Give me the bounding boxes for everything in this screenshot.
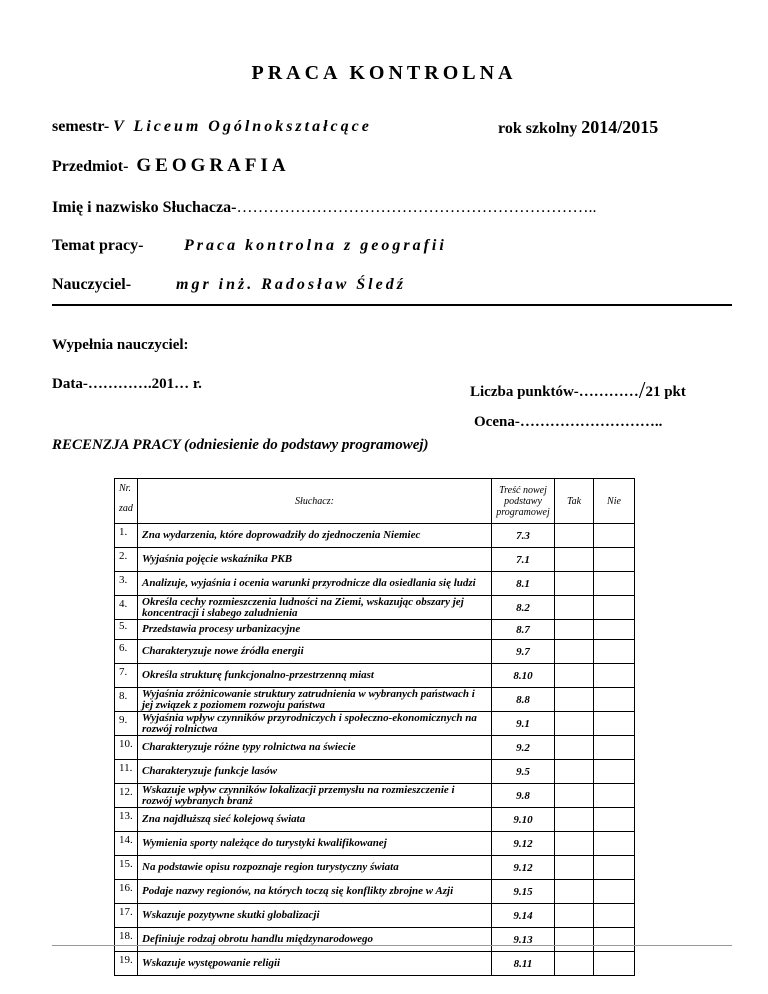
table-row <box>115 640 635 664</box>
row-desc: Wyjaśnia pojęcie wskaźnika PKB <box>138 548 492 572</box>
row-desc: Wskazuje wpływ czynników lokalizacji przemysłu na rozmieszczenie i rozwój wybranych branż <box>138 784 492 808</box>
row-desc: Podaje nazwy regionów, na których toczą się konflikty zbrojne w Azji <box>138 880 492 904</box>
row-code: 8.2 <box>492 596 555 620</box>
row-no-cell[interactable] <box>594 620 635 640</box>
row-desc: Wymienia sporty należące do turystyki kwalifikowanej <box>138 832 492 856</box>
row-nr: 7. <box>119 665 128 678</box>
table-row <box>115 952 635 976</box>
row-code: 9.14 <box>492 904 555 928</box>
row-no-cell[interactable] <box>594 524 635 548</box>
row-nr: 16. <box>119 881 133 894</box>
row-nr: 11. <box>119 761 133 774</box>
row-code: 9.15 <box>492 880 555 904</box>
date-field[interactable]: Data-………….201… r. <box>52 376 202 392</box>
row-yes-cell[interactable] <box>555 688 594 712</box>
footer-divider <box>52 945 732 946</box>
header-nr-label: Nr. <box>119 483 131 494</box>
semester-line <box>52 118 372 136</box>
row-desc: Wyjaśnia zróżnicowanie struktury zatrudnienia w wybranych państwach i jej związek z poziomem rozwoju państwa <box>138 688 492 712</box>
row-nr: 8. <box>119 689 128 702</box>
row-code: 9.1 <box>492 712 555 736</box>
row-desc: Na podstawie opisu rozpoznaje region turystyczny świata <box>138 856 492 880</box>
row-desc: Zna najdłuższą sieć kolejową świata <box>138 808 492 832</box>
table-row <box>115 548 635 572</box>
student-line <box>52 199 596 217</box>
topic-value: Praca kontrolna z geografii <box>184 237 447 254</box>
table-row <box>115 688 635 712</box>
row-no-cell[interactable] <box>594 856 635 880</box>
row-no-cell[interactable] <box>594 832 635 856</box>
row-nr: 2. <box>119 549 128 562</box>
table-row <box>115 856 635 880</box>
row-nr: 19. <box>119 953 133 966</box>
header-content: Treść nowej podstawy programowej <box>492 479 555 524</box>
table-row <box>115 620 635 640</box>
row-no-cell[interactable] <box>594 784 635 808</box>
row-desc: Wskazuje pozytywne skutki globalizacji <box>138 904 492 928</box>
review-title: RECENZJA PRACY (odniesienie do podstawy programowej) <box>52 437 429 453</box>
table-row <box>115 904 635 928</box>
row-no-cell[interactable] <box>594 928 635 952</box>
row-code: 9.8 <box>492 784 555 808</box>
row-code: 8.1 <box>492 572 555 596</box>
table-row <box>115 880 635 904</box>
subject-value: GEOGRAFIA <box>136 155 290 176</box>
row-nr: 6. <box>119 641 128 654</box>
row-yes-cell[interactable] <box>555 524 594 548</box>
school-year-line <box>498 117 658 138</box>
row-yes-cell[interactable] <box>555 880 594 904</box>
row-yes-cell[interactable] <box>555 712 594 736</box>
row-desc: Określa cechy rozmieszczenia ludności na Ziemi, wskazując obszary jej koncentracji i słabego zaludnienia <box>138 596 492 620</box>
table-header-row <box>115 479 635 524</box>
points-max: 21 pkt <box>645 384 686 400</box>
row-nr: 13. <box>119 809 133 822</box>
row-no-cell[interactable] <box>594 880 635 904</box>
header-nr <box>115 479 138 524</box>
row-desc: Określa strukturę funkcjonalno-przestrzenną miast <box>138 664 492 688</box>
row-nr: 12. <box>119 785 133 798</box>
points-slash: / <box>638 378 646 404</box>
row-yes-cell[interactable] <box>555 904 594 928</box>
row-no-cell[interactable] <box>594 904 635 928</box>
row-desc: Charakteryzuje funkcje lasów <box>138 760 492 784</box>
semester-value: V Liceum Ogólnokształcące <box>113 118 372 135</box>
row-code: 7.1 <box>492 548 555 572</box>
row-nr: 5. <box>119 619 128 632</box>
row-code: 9.12 <box>492 832 555 856</box>
row-no-cell[interactable] <box>594 712 635 736</box>
row-yes-cell[interactable] <box>555 640 594 664</box>
student-name-field[interactable]: ………………………………………………………….. <box>236 199 597 216</box>
row-no-cell[interactable] <box>594 736 635 760</box>
row-no-cell[interactable] <box>594 688 635 712</box>
school-year-label: rok szkolny <box>498 120 578 137</box>
header-zad-label: zad <box>119 503 133 514</box>
row-no-cell[interactable] <box>594 760 635 784</box>
teacher-value: mgr inż. Radosław Śledź <box>176 276 406 293</box>
table-row <box>115 596 635 620</box>
row-yes-cell[interactable] <box>555 760 594 784</box>
table-row <box>115 760 635 784</box>
row-desc: Zna wydarzenia, które doprowadziły do zjednoczenia Niemiec <box>138 524 492 548</box>
row-nr: 18. <box>119 929 133 942</box>
row-no-cell[interactable] <box>594 596 635 620</box>
table-row <box>115 572 635 596</box>
row-code: 9.12 <box>492 856 555 880</box>
row-yes-cell[interactable] <box>555 832 594 856</box>
row-no-cell[interactable] <box>594 664 635 688</box>
row-no-cell[interactable] <box>594 548 635 572</box>
header-yes: Tak <box>555 479 594 524</box>
table-row <box>115 832 635 856</box>
page-title: PRACA KONTROLNA <box>251 62 517 84</box>
row-code: 9.5 <box>492 760 555 784</box>
table-row <box>115 808 635 832</box>
grade-field[interactable]: Ocena-……………………….. <box>474 414 663 430</box>
row-nr: 10. <box>119 737 133 750</box>
header-divider <box>52 304 732 306</box>
row-code: 8.11 <box>492 952 555 976</box>
row-desc: Wskazuje występowanie religii <box>138 952 492 976</box>
row-code: 8.7 <box>492 620 555 640</box>
header-no: Nie <box>594 479 635 524</box>
row-yes-cell[interactable] <box>555 784 594 808</box>
table-row <box>115 712 635 736</box>
school-year-value: 2014/2015 <box>581 117 659 137</box>
row-yes-cell[interactable] <box>555 620 594 640</box>
topic-label: Temat pracy- <box>52 237 144 254</box>
table-row <box>115 736 635 760</box>
row-nr: 3. <box>119 573 128 586</box>
row-code: 9.2 <box>492 736 555 760</box>
row-desc: Analizuje, wyjaśnia i ocenia warunki przyrodnicze dla osiedlania się ludzi <box>138 572 492 596</box>
teacher-label: Nauczyciel- <box>52 276 132 293</box>
row-yes-cell[interactable] <box>555 928 594 952</box>
row-yes-cell[interactable] <box>555 736 594 760</box>
points-field[interactable]: Liczba punktów-………… <box>470 384 639 400</box>
row-no-cell[interactable] <box>594 640 635 664</box>
row-code: 8.8 <box>492 688 555 712</box>
row-nr: 9. <box>119 713 128 726</box>
row-desc: Charakteryzuje różne typy rolnictwa na świecie <box>138 736 492 760</box>
student-label: Imię i nazwisko Słuchacza- <box>52 199 237 216</box>
row-yes-cell[interactable] <box>555 952 594 976</box>
row-code: 7.3 <box>492 524 555 548</box>
row-desc: Charakteryzuje nowe źródła energii <box>138 640 492 664</box>
row-no-cell[interactable] <box>594 572 635 596</box>
row-code: 8.10 <box>492 664 555 688</box>
row-desc: Przedstawia procesy urbanizacyjne <box>138 620 492 640</box>
points-line <box>470 376 686 403</box>
table-row <box>115 524 635 548</box>
teacher-fill-label: Wypełnia nauczyciel: <box>52 337 189 353</box>
row-nr: 1. <box>119 525 128 538</box>
row-desc: Definiuje rodzaj obrotu handlu międzynarodowego <box>138 928 492 952</box>
row-code: 9.13 <box>492 928 555 952</box>
row-nr: 17. <box>119 905 133 918</box>
row-yes-cell[interactable] <box>555 572 594 596</box>
row-yes-cell[interactable] <box>555 808 594 832</box>
row-yes-cell[interactable] <box>555 664 594 688</box>
semester-label: semestr- <box>52 118 110 135</box>
row-code: 9.10 <box>492 808 555 832</box>
row-desc: Wyjaśnia wpływ czynników przyrodniczych i społeczno-ekonomicznych na rozwój rolnictwa <box>138 712 492 736</box>
table-row <box>115 928 635 952</box>
subject-line <box>52 155 290 177</box>
row-yes-cell[interactable] <box>555 548 594 572</box>
subject-label: Przedmiot- <box>52 158 129 175</box>
row-no-cell[interactable] <box>594 952 635 976</box>
row-code: 9.7 <box>492 640 555 664</box>
header-student: Słuchacz: <box>138 479 492 524</box>
table-row <box>115 664 635 688</box>
row-yes-cell[interactable] <box>555 856 594 880</box>
table-row <box>115 784 635 808</box>
review-table <box>114 478 635 976</box>
row-no-cell[interactable] <box>594 808 635 832</box>
row-nr: 4. <box>119 597 128 610</box>
row-yes-cell[interactable] <box>555 596 594 620</box>
row-nr: 15. <box>119 857 133 870</box>
row-nr: 14. <box>119 833 133 846</box>
